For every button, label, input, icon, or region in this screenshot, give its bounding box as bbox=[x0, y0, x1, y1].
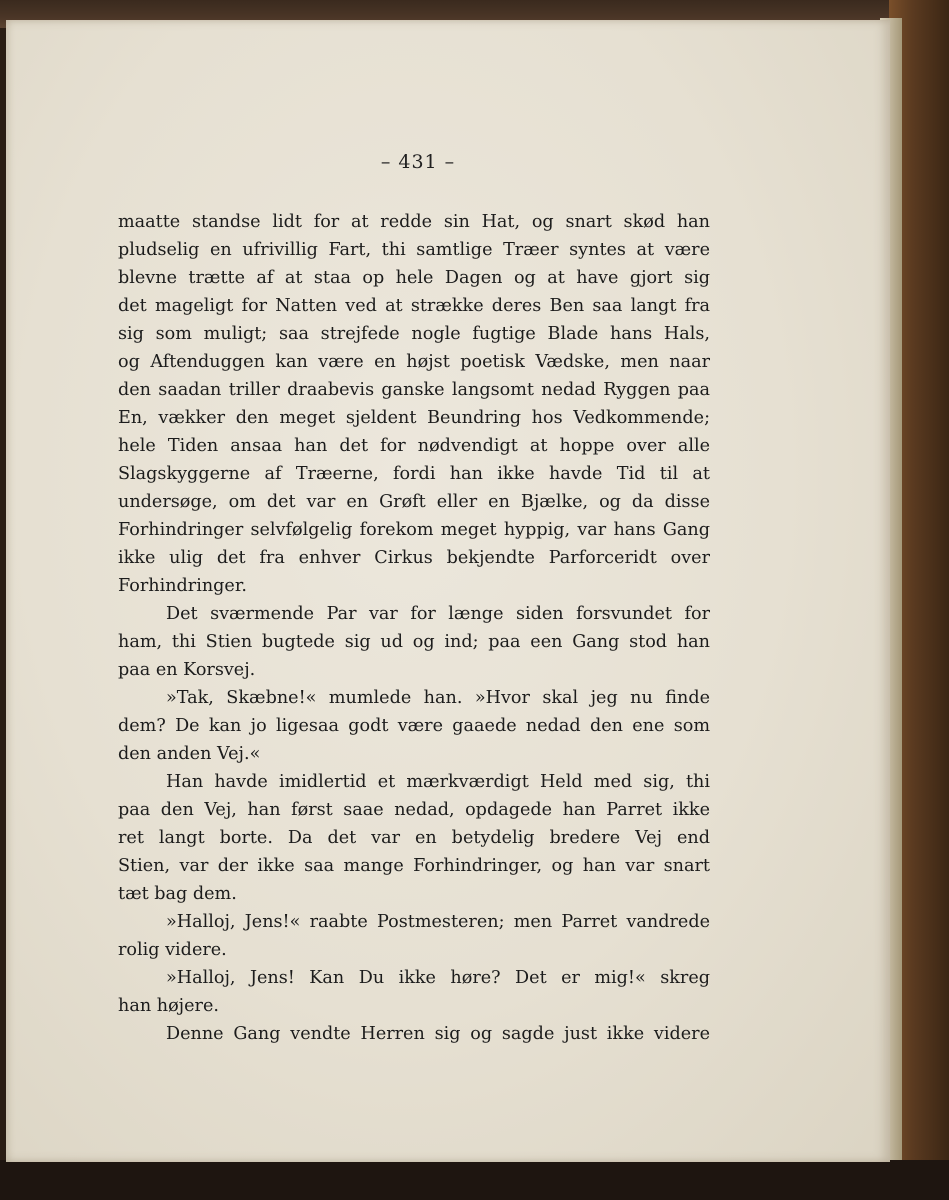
text-line: Forhindringer. bbox=[118, 576, 247, 596]
text-line: den anden Vej.« bbox=[118, 744, 261, 764]
text-line: blevne trætte af at staa op hele Dagen og at have gjort sig bbox=[118, 268, 710, 288]
text-line: »Halloj, Jens! Kan Du ikke høre? Det er mig!« skreg bbox=[166, 968, 710, 988]
text-line: rolig videre. bbox=[118, 940, 227, 960]
text-line: paa en Korsvej. bbox=[118, 660, 256, 680]
text-line: og Aftenduggen kan være en højst poetisk Vædske, men naar bbox=[118, 352, 710, 372]
text-line: det mageligt for Natten ved at strække deres Ben saa langt fra bbox=[118, 296, 710, 316]
text-line: maatte standse lidt for at redde sin Hat, og snart skød han bbox=[118, 212, 710, 232]
text-line: ham, thi Stien bugtede sig ud og ind; paa een Gang stod han bbox=[118, 632, 710, 652]
book-bottom-edge bbox=[0, 1160, 949, 1200]
text-line: Forhindringer selvfølgelig forekom meget hyppig, var hans Gang bbox=[118, 520, 710, 540]
text-line: han højere. bbox=[118, 996, 219, 1016]
text-line: Stien, var der ikke saa mange Forhindringer, og han var snart bbox=[118, 856, 710, 876]
text-line: »Tak, Skæbne!« mumlede han. »Hvor skal jeg nu finde bbox=[166, 688, 710, 708]
page-number: – 431 – bbox=[380, 151, 456, 173]
text-line: undersøge, om det var en Grøft eller en Bjælke, og da disse bbox=[118, 492, 710, 512]
text-line: dem? De kan jo ligesaa godt være gaaede nedad den ene som bbox=[118, 716, 710, 736]
text-line: En, vækker den meget sjeldent Beundring hos Vedkommende; bbox=[118, 408, 710, 428]
text-line: Slagskyggerne af Træerne, fordi han ikke havde Tid til at bbox=[118, 464, 710, 484]
text-line: paa den Vej, han først saae nedad, opdagede han Parret ikke bbox=[118, 800, 710, 820]
text-line: ikke ulig det fra enhver Cirkus bekjendte Parforceridt over bbox=[118, 548, 710, 568]
text-line: den saadan triller draabevis ganske langsomt nedad Ryggen paa bbox=[118, 380, 710, 400]
text-line: sig som muligt; saa strejfede nogle fugtige Blade hans Hals, bbox=[118, 324, 710, 344]
text-line: tæt bag dem. bbox=[118, 884, 237, 904]
text-line: Denne Gang vendte Herren sig og sagde just ikke videre bbox=[166, 1024, 710, 1044]
text-line: »Halloj, Jens!« raabte Postmesteren; men Parret vandrede bbox=[166, 912, 710, 932]
book-page bbox=[6, 20, 890, 1162]
text-line: pludselig en ufrivillig Fart, thi samtlige Træer syntes at være bbox=[118, 240, 710, 260]
text-line: Det sværmende Par var for længe siden forsvundet for bbox=[166, 604, 710, 624]
text-line: ret langt borte. Da det var en betydelig bredere Vej end bbox=[118, 828, 710, 848]
page-text bbox=[118, 208, 710, 1048]
text-line: hele Tiden ansaa han det for nødvendigt at hoppe over alle bbox=[118, 436, 710, 456]
text-line: Han havde imidlertid et mærkværdigt Held med sig, thi bbox=[166, 772, 710, 792]
